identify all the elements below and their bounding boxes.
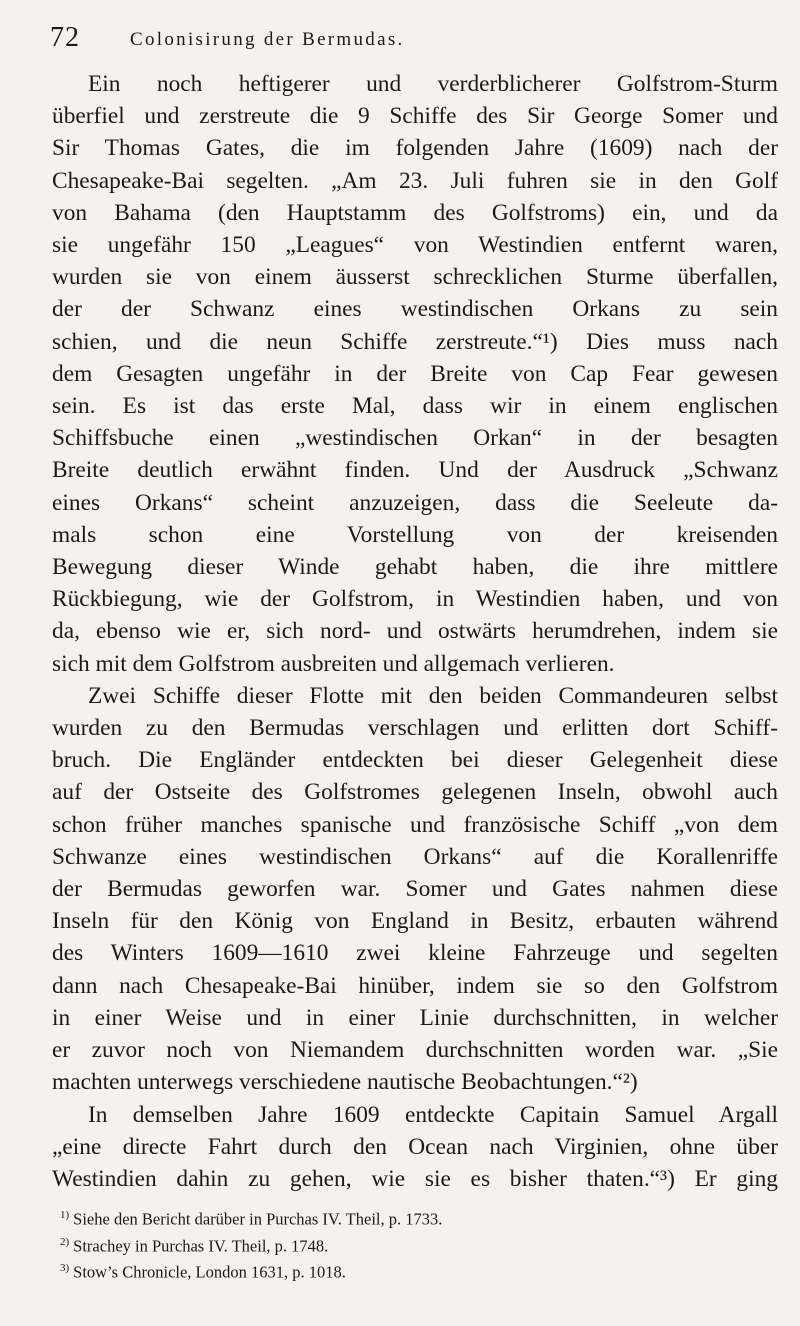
text-line: Ein noch heftigerer und verderblicherer Golfstrom-Sturm: [88, 71, 778, 97]
text-line: Chesapeake-Bai segelten. „Am 23. Juli fuhren sie in den Golf: [52, 167, 778, 194]
text-line: In demselben Jahre 1609 entdeckte Capitain Samuel Argall: [88, 1101, 778, 1128]
footnote-text: Siehe den Bericht darüber in Purchas IV. Theil, p. 1733.: [73, 1209, 443, 1229]
footnote-mark: 3): [60, 1262, 70, 1274]
text-line: Schiffsbuche einen „westindischen Orkan“ in der besagten: [52, 425, 778, 452]
footnote: [60, 1231, 760, 1258]
text-line: in einer Weise und in einer Linie durchschnitten, in welcher: [52, 1004, 778, 1031]
text-line: überfiel und zerstreute die 9 Schiffe des Sir George Somer und: [52, 103, 778, 130]
text-line: wurden zu den Bermudas verschlagen und erlitten dort Schiff-: [52, 715, 778, 742]
footnote-mark: 2): [60, 1235, 70, 1248]
text-line: von Bahama (den Hauptstamm des Golfstroms) ein, und da: [52, 199, 778, 226]
text-line: mals schon eine Vorstellung von der kreisenden: [52, 521, 778, 548]
footnotes: [60, 1204, 760, 1284]
body-text: [52, 68, 778, 1195]
footnote-mark: 1): [60, 1209, 70, 1221]
text-line: Sir Thomas Gates, die im folgenden Jahre (1609) nach der: [52, 135, 778, 162]
text-line: Zwei Schiffe dieser Flotte mit den beiden Commandeuren selbst: [88, 682, 778, 709]
footnote-text: Stow’s Chronicle, London 1631, p. 1018.: [73, 1262, 346, 1282]
text-line: bruch. Die Engländer entdeckten bei dieser Gelegenheit diese: [52, 747, 778, 774]
text-line: dann nach Chesapeake-Bai hinüber, indem sie so den Golfstrom: [52, 972, 778, 999]
page-number: 72: [50, 22, 80, 53]
footnote: [60, 1257, 760, 1284]
text-line: schien, und die neun Schiffe zerstreute.“¹) Dies muss nach: [52, 328, 778, 355]
text-line: Rückbiegung, wie der Golfstrom, in Westindien haben, und von: [52, 586, 778, 613]
text-line: wurden sie von einem äusserst schrecklichen Sturme überfallen,: [52, 264, 778, 291]
text-line: auf der Ostseite des Golfstromes gelegenen Inseln, obwohl auch: [52, 779, 778, 806]
text-line: eines Orkans“ scheint anzuzeigen, dass die Seeleute da-: [52, 489, 778, 516]
text-line: dem Gesagten ungefähr in der Breite von Cap Fear gewesen: [52, 360, 778, 387]
footnote-text: Strachey in Purchas IV. Theil, p. 1748.: [73, 1236, 329, 1255]
text-line: Westindien dahin zu gehen, wie sie es bisher thaten.“³) Er ging: [52, 1165, 778, 1192]
page-header: [50, 22, 760, 56]
text-line: des Winters 1609—1610 zwei kleine Fahrzeuge und segelten: [52, 940, 778, 967]
paragraph-1: [52, 68, 778, 680]
text-line: „eine directe Fahrt durch den Ocean nach Virginien, ohne über: [52, 1133, 778, 1160]
text-line: Bewegung dieser Winde gehabt haben, die ihre mittlere: [52, 554, 778, 581]
text-line: er zuvor noch von Niemandem durchschnitten worden war. „Sie: [52, 1037, 778, 1064]
text-line: Breite deutlich erwähnt finden. Und der Ausdruck „Schwanz: [52, 457, 778, 484]
paragraph-3: [52, 1099, 778, 1196]
text-line: sein. Es ist das erste Mal, dass wir in einem englischen: [52, 393, 778, 420]
text-line: sie ungefähr 150 „Leagues“ von Westindien entfernt waren,: [52, 232, 778, 259]
text-line: Schwanze eines westindischen Orkans“ auf die Korallenriffe: [52, 843, 778, 870]
text-line: Inseln für den König von England in Besitz, erbauten während: [52, 908, 778, 935]
text-line: da, ebenso wie er, sich nord- und ostwärts herumdrehen, indem sie: [52, 618, 778, 645]
text-line: machten unterwegs verschiedene nautische Beobachtungen.“²): [52, 1069, 638, 1096]
footnote: [60, 1204, 760, 1231]
text-line: sich mit dem Golfstrom ausbreiten und allgemach verlieren.: [52, 650, 615, 677]
text-line: schon früher manches spanische und französische Schiff „von dem: [52, 811, 778, 838]
paragraph-2: [52, 680, 778, 1099]
text-line: der Bermudas geworfen war. Somer und Gates nahmen diese: [52, 876, 778, 903]
text-line: der der Schwanz eines westindischen Orkans zu sein: [52, 296, 778, 323]
running-title: Colonisirung der Bermudas.: [130, 29, 405, 50]
